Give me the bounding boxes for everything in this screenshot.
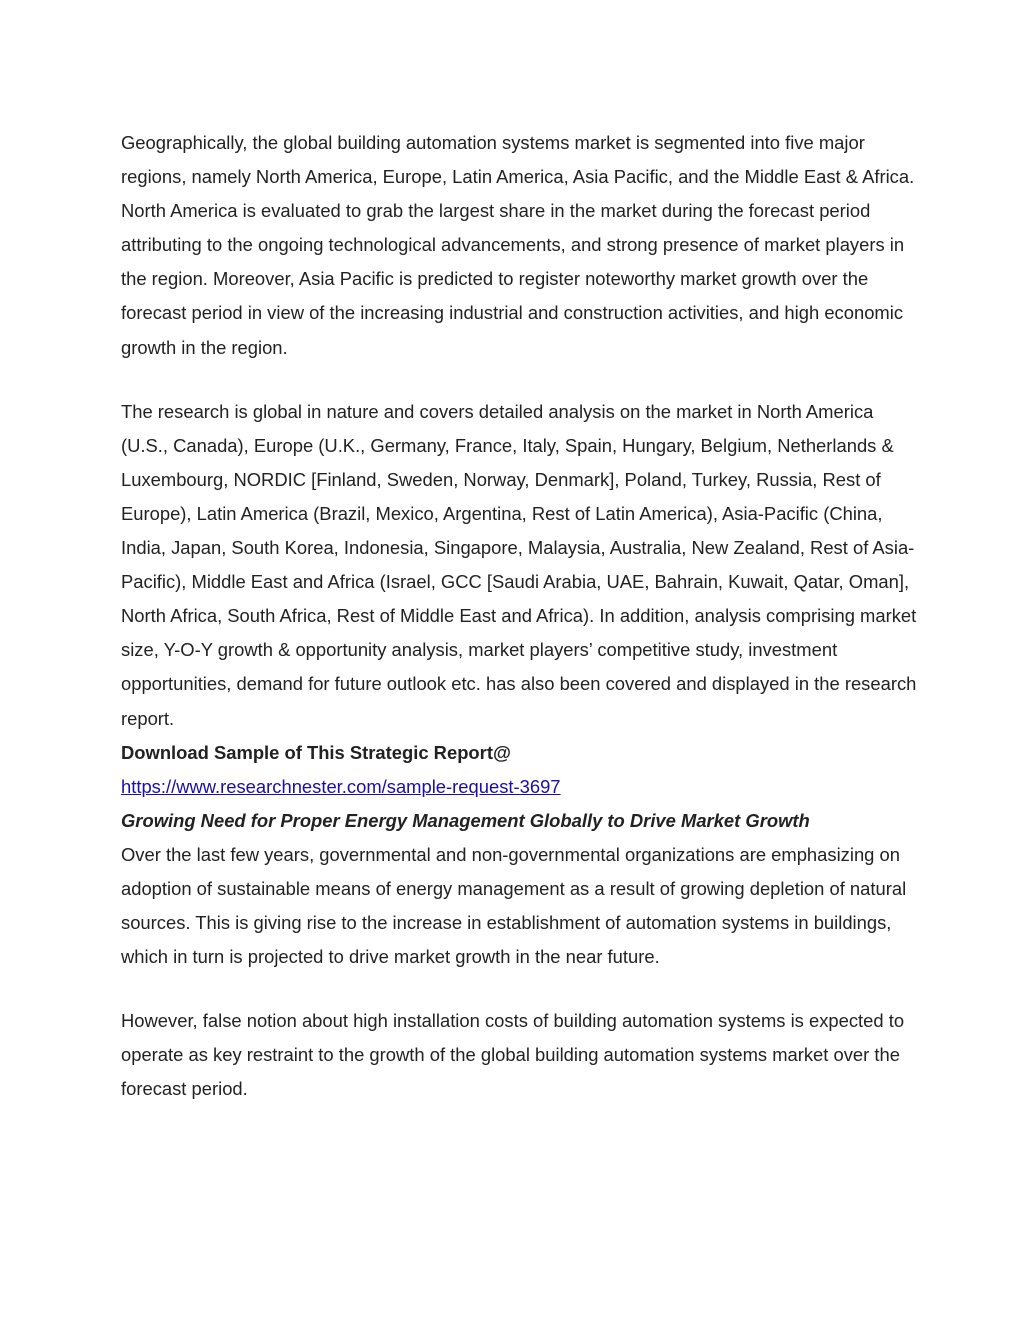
download-sample-heading: Download Sample of This Strategic Report@ <box>121 741 511 763</box>
paragraph-geographic-segmentation: Geographically, the global building automation systems market is segmented into five major regions, namely North America, Europe, Latin America, Asia Pacific, and the Middle East & Africa. North America is evaluated to grab the largest share in the market during the forecast period attributing to the ongoing technological advancements, and strong presence of market players in the region. Moreover, Asia Pacific is predicted to register noteworthy market growth over the forecast period in view of the increasing industrial and construction activities, and high economic growth in the region. <box>121 132 915 358</box>
sample-request-link[interactable]: https://www.researchnester.com/sample-request-3697 <box>121 775 561 797</box>
paragraph-restraint: However, false notion about high installation costs of building automation systems is expected to operate as key restraint to the growth of the global building automation systems market over the forecast period. <box>121 1010 905 1100</box>
paragraph-energy-management: Over the last few years, governmental and non-governmental organizations are emphasizing on adoption of sustainable means of energy management as a result of growing depletion of natural sources. This is giving rise to the increase in establishment of automation systems in buildings, which in turn is projected to drive market growth in the near future. <box>121 843 907 968</box>
document-page <box>121 126 921 1107</box>
paragraph-research-scope: The research is global in nature and covers detailed analysis on the market in North America (U.S., Canada), Europe (U.K., Germany, France, Italy, Spain, Hungary, Belgium, Netherlands & Luxembourg, NORDIC [Finland, Sweden, Norway, Denmark], Poland, Turkey, Russia, Rest of Europe), Latin America (Brazil, Mexico, Argentina, Rest of Latin America), Asia-Pacific (China, India, Japan, South Korea, Indonesia, Singapore, Malaysia, Australia, New Zealand, Rest of Asia-Pacific), Middle East and Africa (Israel, GCC [Saudi Arabia, UAE, Bahrain, Kuwait, Qatar, Oman], North Africa, South Africa, Rest of Middle East and Africa). In addition, analysis comprising market size, Y-O-Y growth & opportunity analysis, market players’ competitive study, investment opportunities, demand for future outlook etc. has also been covered and displayed in the research report. <box>121 400 917 729</box>
growth-section-heading: Growing Need for Proper Energy Management Globally to Drive Market Growth <box>121 809 810 831</box>
